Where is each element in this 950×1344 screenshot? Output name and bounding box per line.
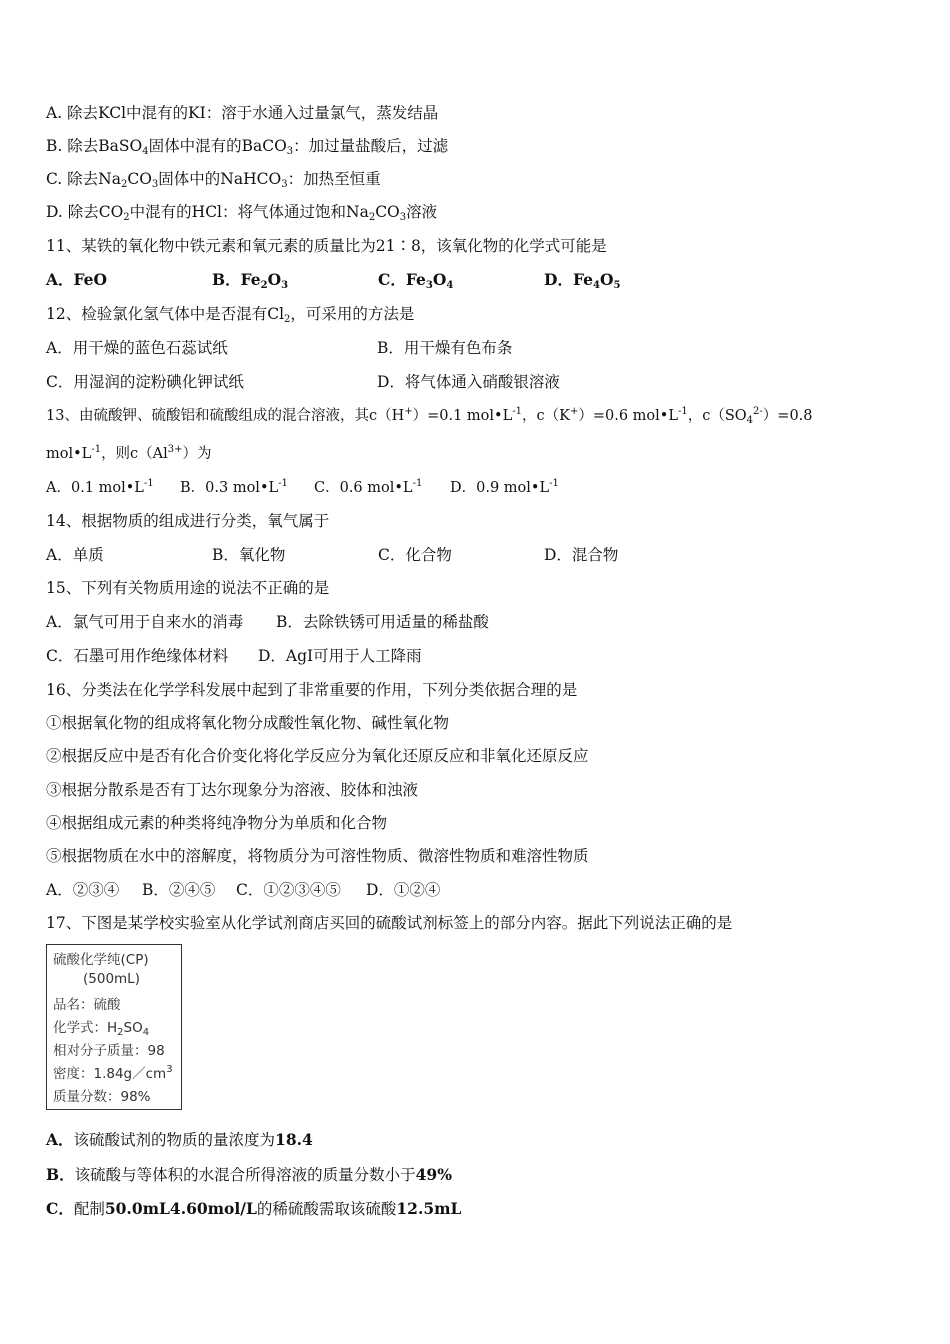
q13-option-b: B．0.3 $mol•L^{-1}$ — [180, 478, 288, 496]
q15-option-d: D．AgI可用于人工降雨 — [258, 647, 422, 665]
q13-options — [46, 478, 559, 498]
q15-options-row1 — [46, 612, 489, 632]
q16-statement-3: ③根据分散系是否有丁达尔现象分为溶液、胶体和浊液 — [46, 781, 419, 799]
q15-option-c: C．石墨可用作绝缘体材料 — [46, 647, 229, 665]
q16-stem: 16、分类法在化学学科发展中起到了非常重要的作用，下列分类依据合理的是 — [46, 681, 578, 699]
q16-options — [46, 880, 440, 900]
label-molar-mass: 相对分子质量：98 — [53, 1043, 165, 1059]
q11-option-a: A．FeO — [46, 270, 108, 289]
q14-options — [46, 545, 618, 565]
q14-option-b: B．氧化物 — [212, 546, 286, 564]
q13-option-a: A．0.1 $mol•L^{-1}$ — [46, 478, 154, 496]
q15-stem: 15、下列有关物质用途的说法不正确的是 — [46, 579, 330, 597]
q16-option-a: A．②③④ — [46, 881, 120, 899]
label-name: 品名：硫酸 — [53, 997, 121, 1013]
q17-option-a: A．该硫酸试剂的物质的量浓度为18.4 — [46, 1130, 313, 1149]
q12-stem: 12、检验氯化氢气体中是否混有$Cl_2$，可采用的方法是 — [46, 305, 415, 325]
q16-statement-2: ②根据反应中是否有化合价变化将化学反应分为氧化还原反应和非氧化还原反应 — [46, 747, 589, 765]
q12-option-c: C．用湿润的淀粉碘化钾试纸 — [46, 373, 244, 391]
q13-stem-line1: 13、由硫酸钾、硫酸铝和硫酸组成的混合溶液，其c（H+）=0.1 $mol•L^{-1}$，c（K+）=0.6 $mol•L^{-1}$，$c(SO_4^{2-})=0.8$ — [46, 406, 813, 426]
q12-options-row1 — [46, 338, 512, 358]
q14-option-d: D．混合物 — [544, 546, 619, 564]
q11-option-c: C．$Fe_3O_4$ — [378, 270, 454, 291]
q16-option-c: C．①②③④⑤ — [236, 881, 341, 899]
q10-option-d: D. 除去$CO_2$中混有的HCl：将气体通过饱和$Na_2CO_3$溶液 — [46, 203, 438, 223]
q12-option-b: B．用干燥有色布条 — [377, 339, 513, 357]
q13-option-d: D．0.9 $mol•L^{-1}$ — [450, 478, 559, 496]
q13-stem-line2: $mol•L^{-1}$，则$c(Al^{3+})$为 — [46, 444, 212, 462]
label-formula: 化学式：$H_2SO_4$ — [53, 1020, 150, 1038]
q17-option-c: C．配制50.0mL4.60mol/L的稀硫酸需取该硫酸12.5mL — [46, 1199, 462, 1218]
q10-option-c: C. 除去$Na_2CO_3$固体中的NaHCO$_3$：加热至恒重 — [46, 170, 381, 190]
q11-stem: 11、某铁的氧化物中铁元素和氧元素的质量比为21∶8，该氧化物的化学式可能是 — [46, 237, 607, 255]
q16-statement-4: ④根据组成元素的种类将纯净物分为单质和化合物 — [46, 814, 388, 832]
q10-option-a: A. 除去KCl中混有的KI：溶于水通入过量氯气，蒸发结晶 — [46, 104, 439, 122]
label-title: 硫酸化学纯(CP) — [53, 952, 149, 968]
q17-option-b: B．该硫酸与等体积的水混合所得溶液的质量分数小于49% — [46, 1165, 452, 1184]
q10-option-b: B. 除去BaSO$_4$固体中混有的BaCO$_3$：加过量盐酸后，过滤 — [46, 137, 449, 157]
q15-option-a: A．氯气可用于自来水的消毒 — [46, 613, 244, 631]
q14-option-a: A．单质 — [46, 546, 104, 564]
q14-stem: 14、根据物质的组成进行分类，氧气属于 — [46, 512, 330, 530]
q12-option-d: D．将气体通入硝酸银溶液 — [377, 373, 560, 391]
q14-option-c: C．化合物 — [378, 546, 452, 564]
q16-option-b: B．②④⑤ — [142, 881, 216, 899]
q12-options-row2 — [46, 372, 560, 392]
q11-options — [46, 270, 620, 290]
q12-option-a: A．用干燥的蓝色石蕊试纸 — [46, 339, 228, 357]
label-density: 密度：$1.84g/cm^3$ — [53, 1064, 173, 1082]
q17-stem: 17、下图是某学校实验室从化学试剂商店买回的硫酸试剂标签上的部分内容。据此下列说法正确的是 — [46, 914, 733, 932]
q15-option-b: B．去除铁锈可用适量的稀盐酸 — [276, 613, 489, 631]
q15-options-row2 — [46, 646, 422, 666]
reagent-label-image — [46, 944, 182, 1110]
q16-option-d: D．①②④ — [366, 881, 441, 899]
q16-statement-5: ⑤根据物质在水中的溶解度，将物质分为可溶性物质、微溶性物质和难溶性物质 — [46, 847, 589, 865]
label-mass-fraction: 质量分数：98% — [53, 1089, 151, 1105]
q16-statement-1: ①根据氧化物的组成将氧化物分成酸性氧化物、碱性氧化物 — [46, 714, 450, 732]
q11-option-b: B．$Fe_2O_3$ — [212, 270, 289, 291]
q11-option-d: D．$Fe_4O_5$ — [544, 270, 621, 291]
label-volume: (500mL) — [83, 971, 140, 987]
q13-option-c: C．0.6 $mol•L^{-1}$ — [314, 478, 423, 496]
